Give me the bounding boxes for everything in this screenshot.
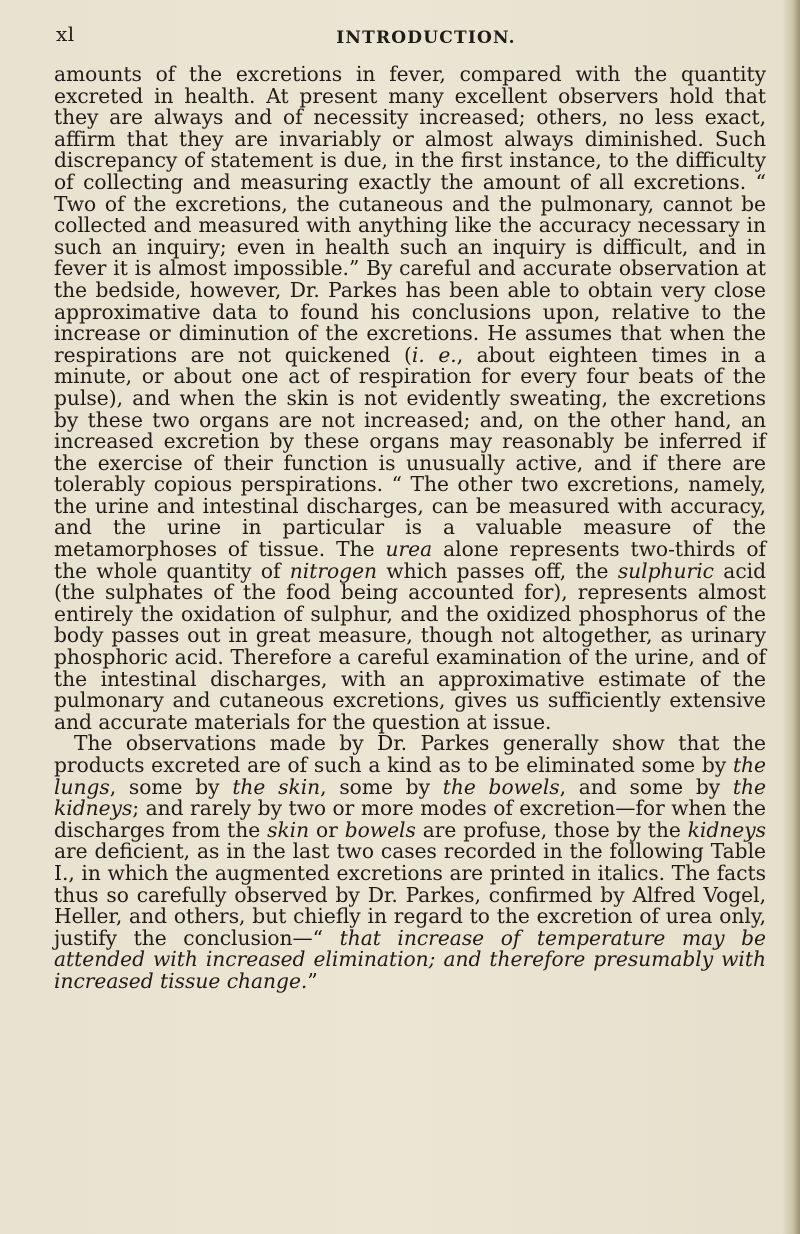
italic-text: the lungs	[54, 753, 766, 799]
paragraph: The observations made by Dr. Parkes generally show that the products excreted are of such a kind as to be eliminated some by the lungs, some by the skin, some by the bowels, and some by the kidneys; and rarely by two or more modes of excretion—for when the discharges from the skin or bowels are profuse, those by the kidneys are deficient, as in the last two cases recorded in the following Table I., in which the augmented excretions are printed in italics. The facts thus so carefully observed by Dr. Parkes, confirmed by Alfred Vogel, Heller, and others, but chiefly in regard to the excretion of urea only, justify the conclusion—“ that increase of temperature may be attended with increased elimination; and therefore presumably with increased tissue change.”	[54, 731, 766, 993]
italic-text: sulphuric	[617, 558, 714, 583]
italic-text: the kidneys	[54, 774, 766, 821]
page-header	[56, 22, 756, 52]
body-text	[54, 64, 766, 993]
page-number: xl	[56, 22, 75, 46]
italic-text: nitrogen	[289, 558, 378, 583]
italic-text: kidneys	[687, 817, 766, 842]
italic-text: i. e.	[411, 342, 457, 367]
italic-text: bowels	[344, 817, 416, 842]
italic-text: urea	[385, 537, 433, 562]
italic-text: skin	[267, 817, 310, 842]
italic-text: the skin	[232, 774, 321, 799]
page-edge-shadow	[782, 0, 800, 1234]
running-title: INTRODUCTION.	[336, 28, 516, 48]
paragraph: amounts of the excretions in fever, compared with the quantity excreted in health. At present many excellent observers hold that they are always and of necessity increased; others, no less exact, affirm that they are invariably or almost always diminished. Such discrepancy of statement is due, in the first instance, to the difficulty of collecting and measuring exactly the amount of all excretions. “ Two of the excretions, the cutaneous and the pulmonary, cannot be collected and measured with anything like the accuracy necessary in such an inquiry; even in health such an inquiry is difficult, and in fever it is almost impossible.” By careful and accurate observation at the bedside, however, Dr. Parkes has been able to obtain very close approximative data to found his conclusions upon, relative to the increase or diminution of the excretions. He assumes that when the respirations are not quickened (i. e., about eighteen times in a minute, or about one act of respiration for every four beats of the pulse), and when the skin is not evidently sweating, the excretions by these two organs are not increased; and, on the other hand, an increased excretion by these organs may reasonably be inferred if the exercise of their function is unusually active, and if there are tolerably copious perspirations. “ The other two excretions, namely, the urine and intestinal discharges, can be measured with accuracy, and the urine in particular is a valuable measure of the metamorphoses of tissue. The urea alone represents two-thirds of the whole quantity of nitrogen which passes off, the sulphuric acid (the sulphates of the food being accounted for), represents almost entirely the oxidation of sulphur, and the oxidized phosphorus of the body passes out in great measure, though not altogether, as urinary phosphoric acid. Therefore a careful examination of the urine, and of the intestinal discharges, with an approximative estimate of the pulmonary and cutaneous excretions, gives us sufficiently extensive and accurate materials for the question at issue.	[54, 62, 767, 734]
italic-quote: that increase of temperature may be attended with increased elimination; and therefore presumably with increased tissue change.	[54, 925, 766, 993]
italic-text: the bowels	[442, 774, 560, 799]
